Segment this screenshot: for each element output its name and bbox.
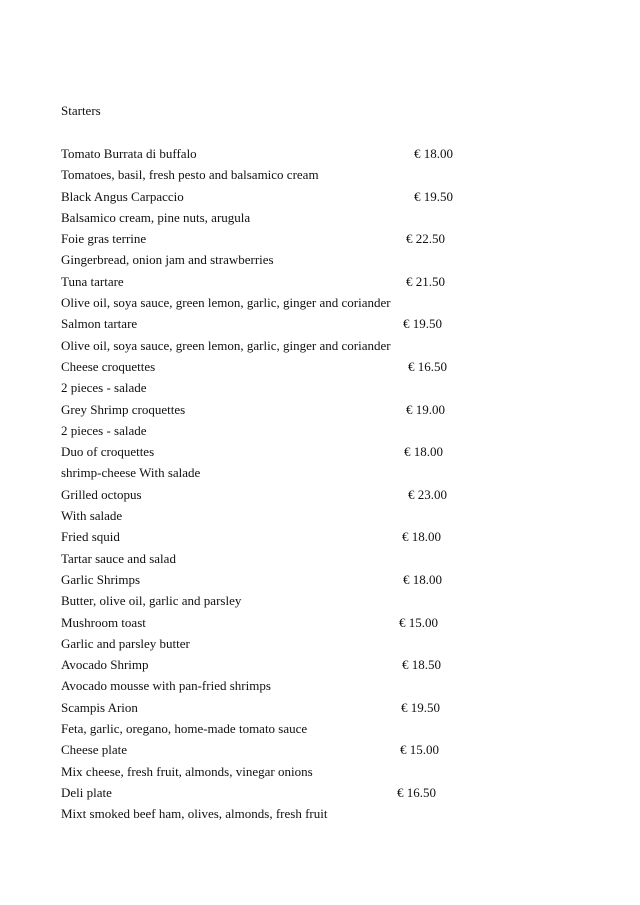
menu-item-price: € 16.50 bbox=[408, 358, 447, 374]
menu-item-price: € 18.00 bbox=[414, 146, 453, 161]
menu-item-name: Garlic Shrimps bbox=[61, 571, 141, 587]
menu-item-description: With salade bbox=[61, 508, 123, 524]
menu-item-name: Tomato Burrata di buffalo bbox=[61, 146, 197, 161]
menu-item-price: € 18.00 bbox=[404, 444, 443, 460]
menu-item-price: € 19.50 bbox=[401, 699, 440, 715]
menu-item-name: Scampis Arion bbox=[61, 699, 138, 715]
menu-item-description: Mix cheese, fresh fruit, almonds, vinegar onions bbox=[61, 763, 313, 779]
menu-item-name: Avocado Shrimp bbox=[61, 657, 149, 673]
menu-item-description: shrimp-cheese With salade bbox=[61, 465, 201, 481]
menu-item bbox=[61, 572, 461, 593]
menu-item bbox=[61, 359, 461, 380]
menu-item-name: Duo of croquettes bbox=[61, 444, 155, 460]
section-title: Starters bbox=[61, 103, 101, 118]
menu-item-description: 2 pieces - salade bbox=[61, 380, 147, 396]
menu-item bbox=[61, 615, 461, 636]
menu-item-name: Grey Shrimp croquettes bbox=[61, 401, 186, 417]
menu-item-name: Cheese plate bbox=[61, 742, 128, 758]
menu-item bbox=[61, 444, 461, 465]
menu-item bbox=[61, 274, 461, 295]
menu-item-name: Grilled octopus bbox=[61, 486, 142, 502]
menu-item-name: Salmon tartare bbox=[61, 316, 138, 332]
menu-item-name: Foie gras terrine bbox=[61, 231, 147, 247]
menu-item-description: Avocado mousse with pan-fried shrimps bbox=[61, 678, 271, 694]
menu-item bbox=[61, 742, 461, 763]
menu-item-description: Tartar sauce and salad bbox=[61, 550, 176, 566]
menu-item-description: Butter, olive oil, garlic and parsley bbox=[61, 593, 242, 609]
menu-item-description: Feta, garlic, oregano, home-made tomato sauce bbox=[61, 721, 308, 737]
menu-item-name: Tuna tartare bbox=[61, 273, 124, 289]
menu-item bbox=[61, 529, 461, 550]
menu-item-description: 2 pieces - salade bbox=[61, 422, 147, 438]
menu-item-price: € 18.50 bbox=[402, 657, 441, 673]
menu-item-description: Gingerbread, onion jam and strawberries bbox=[61, 252, 274, 268]
menu-item-name: Cheese croquettes bbox=[61, 358, 156, 374]
menu-item-price: € 15.00 bbox=[399, 614, 438, 630]
menu-item-description: Olive oil, soya sauce, green lemon, garlic, ginger and coriander bbox=[61, 295, 391, 311]
menu-item-price: € 18.00 bbox=[403, 571, 442, 587]
menu-item-price: € 16.50 bbox=[397, 784, 436, 800]
menu-item bbox=[61, 785, 461, 806]
menu-item bbox=[61, 402, 461, 423]
menu-item bbox=[61, 316, 461, 337]
menu-item-price: € 15.00 bbox=[400, 742, 439, 758]
menu-item-price: € 23.00 bbox=[408, 486, 447, 502]
menu-item bbox=[61, 189, 461, 210]
menu-item-price: € 21.50 bbox=[406, 273, 445, 289]
menu-item-description: Mixt smoked beef ham, olives, almonds, fresh fruit bbox=[61, 806, 328, 822]
menu-item-price: € 19.50 bbox=[414, 188, 453, 204]
menu-item-price: € 19.50 bbox=[403, 316, 442, 332]
menu-item-description: Tomatoes, basil, fresh pesto and balsamico cream bbox=[61, 167, 319, 183]
menu-item-name: Black Angus Carpaccio bbox=[61, 188, 184, 204]
menu-item bbox=[61, 231, 461, 252]
menu-item-description: Olive oil, soya sauce, green lemon, garlic, ginger and coriander bbox=[61, 337, 391, 353]
menu-item-name: Fried squid bbox=[61, 529, 120, 545]
menu-item-price: € 19.00 bbox=[406, 401, 445, 417]
menu-item bbox=[61, 700, 461, 721]
menu-item-description: Balsamico cream, pine nuts, arugula bbox=[61, 209, 251, 225]
menu-list bbox=[61, 146, 461, 828]
menu-item-name: Deli plate bbox=[61, 784, 112, 800]
menu-item-price: € 18.00 bbox=[402, 529, 441, 545]
menu-item bbox=[61, 657, 461, 678]
menu-item-price: € 22.50 bbox=[406, 231, 445, 247]
menu-item bbox=[61, 487, 461, 508]
menu-item-name: Mushroom toast bbox=[61, 614, 146, 630]
menu-item bbox=[61, 146, 461, 167]
menu-item-description: Garlic and parsley butter bbox=[61, 635, 190, 651]
